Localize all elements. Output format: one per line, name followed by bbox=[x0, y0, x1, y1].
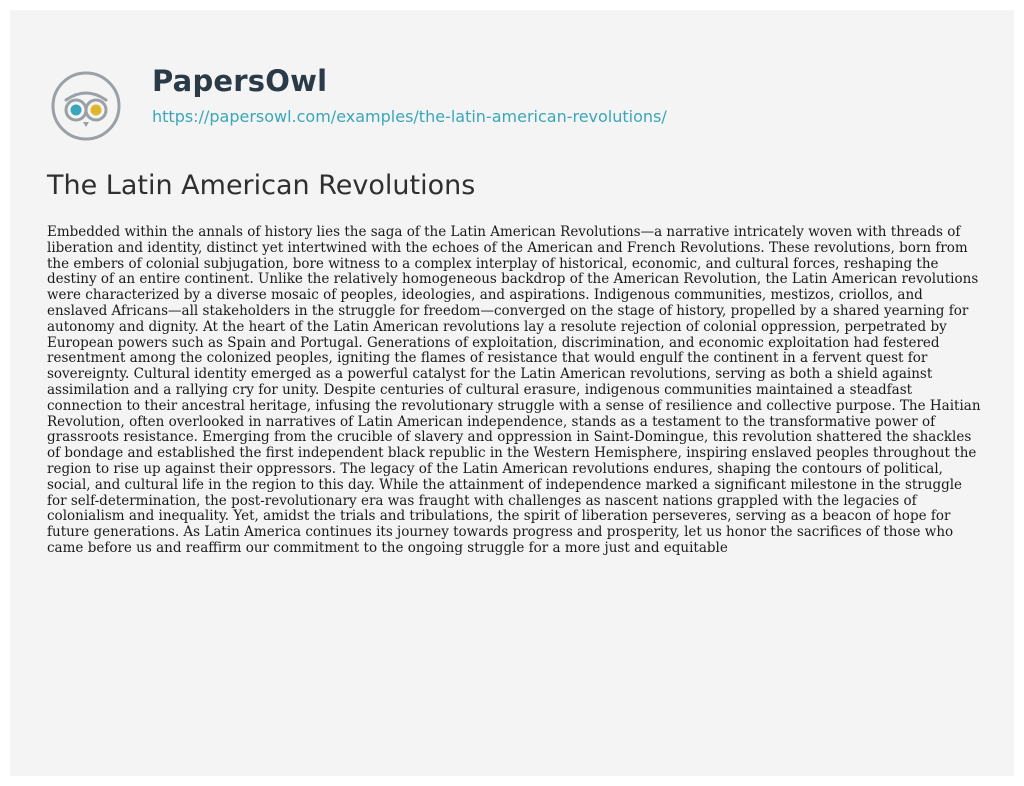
page-header bbox=[10, 10, 1014, 160]
brand-name: PapersOwl bbox=[152, 64, 328, 98]
article-title: The Latin American Revolutions bbox=[47, 170, 476, 201]
source-url-link[interactable]: https://papersowl.com/examples/the-latin-american-revolutions/ bbox=[152, 107, 667, 126]
article-body: Embedded within the annals of history lies the saga of the Latin American Revolutions—a narrative intricately woven with threads of liberation and identity, distinct yet intertwined with the echoes of the American and French Revolutions. These revolutions, born from the embers of colonial subjugation, bore witness to a complex interplay of historical, economic, and cultural forces, reshaping the destiny of an entire continent. Unlike the relatively homogeneous backdrop of the American Revolution, the Latin American revolutions were characterized by a diverse mosaic of peoples, ideologies, and aspirations. Indigenous communities, mestizos, criollos, and enslaved Africans—all stakeholders in the struggle for freedom—converged on the stage of history, propelled by a shared yearning for autonomy and dignity. At the heart of the Latin American revolutions lay a resolute rejection of colonial oppression, perpetrated by European powers such as Spain and Portugal. Generations of exploitation, discrimination, and economic exploitation had festered resentment among the colonized peoples, igniting the flames of resistance that would engulf the continent in a fervent quest for sovereignty. Cultural identity emerged as a powerful catalyst for the Latin American revolutions, serving as both a shield against assimilation and a rallying cry for unity. Despite centuries of cultural erasure, indigenous communities maintained a steadfast connection to their ancestral heritage, infusing the revolutionary struggle with a sense of resilience and collective purpose. The Haitian Revolution, often overlooked in narratives of Latin American independence, stands as a testament to the transformative power of grassroots resistance. Emerging from the crucible of slavery and oppression in Saint-Domingue, this revolution shattered the shackles of bondage and established the first independent black republic in the Western Hemisphere, inspiring enslaved peoples throughout the region to rise up against their oppressors. The legacy of the Latin American revolutions endures, shaping the contours of political, social, and cultural life in the region to this day. While the attainment of independence marked a significant milestone in the struggle for self-determination, the post-revolutionary era was fraught with challenges as nascent nations grappled with the legacies of colonialism and inequality. Yet, amidst the trials and tribulations, the spirit of liberation perseveres, serving as a beacon of hope for future generations. As Latin America continues its journey towards progress and prosperity, let us honor the sacrifices of those who came before us and reaffirm our commitment to the ongoing struggle for a more just and equitable bbox=[47, 224, 981, 556]
document-page bbox=[10, 10, 1014, 776]
owl-logo-icon bbox=[50, 70, 122, 142]
